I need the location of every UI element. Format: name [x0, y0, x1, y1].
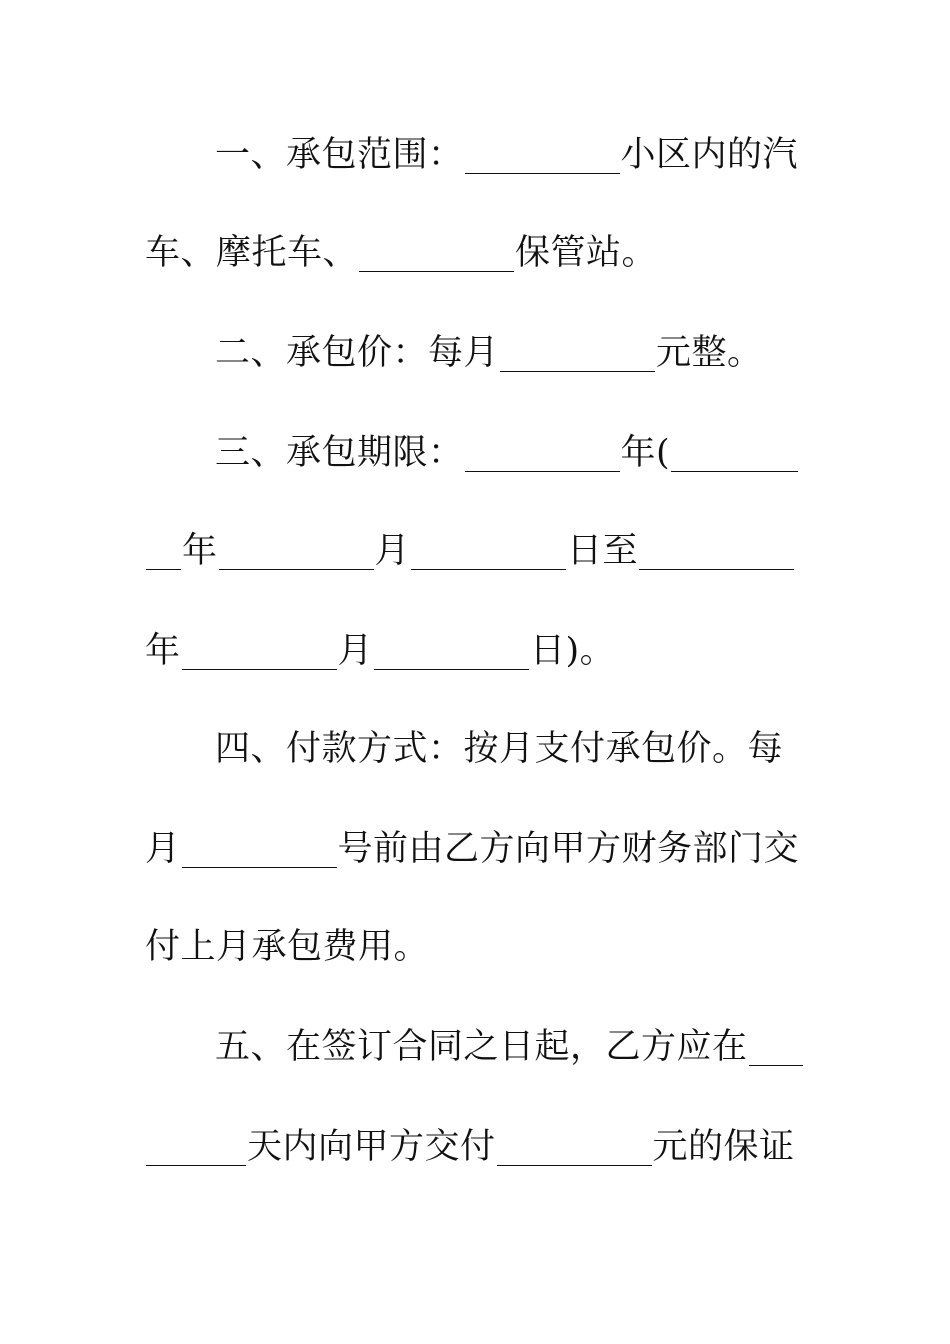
- clause-1-text: 小区内的汽: [620, 135, 799, 175]
- clause-3-label: 三、承包期限：: [215, 433, 464, 473]
- blank-deposit-days-part2: [146, 1122, 246, 1166]
- blank-start-year-part1: [671, 428, 798, 472]
- clause-2-label: 二、承包价：每月: [215, 333, 500, 373]
- blank-end-month: [182, 626, 337, 670]
- clause-1-text-end: 保管站。: [515, 233, 658, 273]
- clause-1-label: 一、承包范围：: [215, 135, 464, 175]
- clause-2-line-1: [215, 328, 795, 378]
- clause-4-text-end: 付上月承包费用。: [145, 927, 430, 967]
- clause-4-month-label: 月: [145, 829, 181, 869]
- clause-3-line-2: [145, 526, 795, 576]
- clause-3-text: 年(: [620, 433, 671, 473]
- blank-term-years: [465, 428, 620, 472]
- clause-5-text-end: 元的保证: [652, 1127, 795, 1167]
- blank-start-month: [219, 526, 374, 570]
- clause-5-line-1: [215, 1022, 795, 1072]
- blank-start-day: [411, 526, 566, 570]
- clause-4-line-1: [215, 724, 795, 774]
- clause-2-text-end: 元整。: [656, 333, 763, 373]
- clause-5-text: 天内向甲方交付: [247, 1127, 496, 1167]
- blank-monthly-price: [500, 328, 655, 372]
- clause-3-line-3: [145, 626, 795, 676]
- clause-3-line-1: [215, 428, 795, 478]
- blank-payment-day: [182, 824, 337, 868]
- clause-3-end-year-label: 年: [145, 631, 181, 671]
- blank-deposit-days-part1: [749, 1022, 803, 1066]
- clause-5-line-2: [145, 1122, 795, 1172]
- blank-end-year: [639, 526, 794, 570]
- clause-3-end-day-label: 日)。: [530, 631, 616, 671]
- clause-1-text-cont: 车、摩托车、: [145, 233, 359, 273]
- clause-3-year-label: 年: [182, 531, 218, 571]
- clause-4-text: 号前由乙方向甲方财务部门交: [337, 829, 800, 869]
- clause-5-label: 五、在签订合同之日起，乙方应在: [215, 1027, 748, 1067]
- blank-vehicle-type: [359, 228, 514, 272]
- clause-1-line-1: [215, 130, 799, 180]
- clause-3-to-label: 日至: [567, 531, 639, 571]
- clause-3-end-month-label: 月: [337, 631, 374, 671]
- clause-4-line-2: [145, 824, 800, 874]
- blank-start-year-part2: [146, 526, 181, 570]
- clause-4-line-3: [145, 922, 795, 972]
- clause-3-month-label: 月: [374, 531, 411, 571]
- blank-deposit-amount: [497, 1122, 652, 1166]
- clause-1-line-2: [145, 228, 795, 278]
- blank-end-day: [374, 626, 529, 670]
- blank-community-name: [465, 130, 620, 174]
- clause-4-label: 四、付款方式：按月支付承包价。每: [215, 729, 784, 769]
